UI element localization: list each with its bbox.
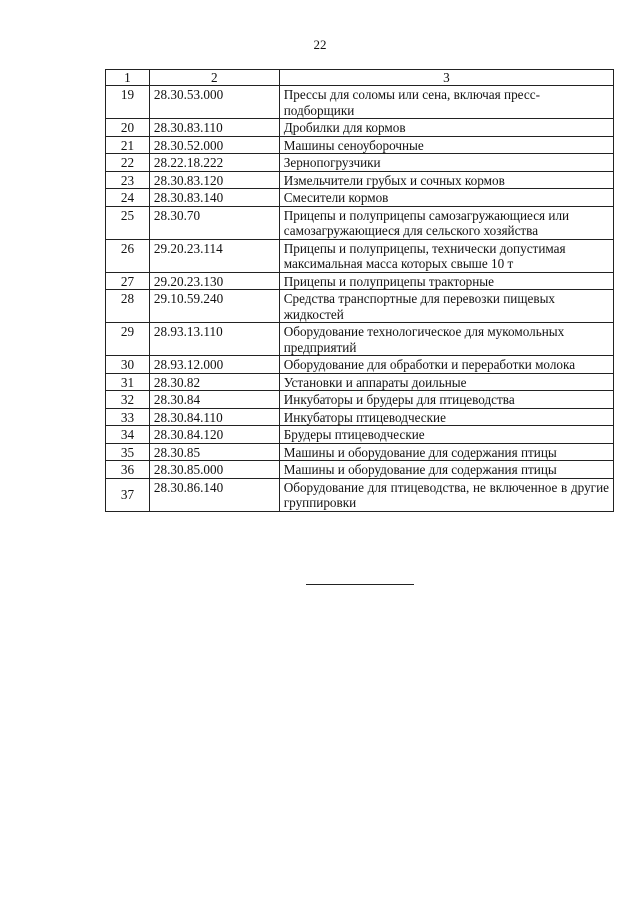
table-row bbox=[106, 239, 614, 272]
table-row bbox=[106, 461, 614, 479]
row-number: 33 bbox=[106, 408, 150, 426]
page-number: 22 bbox=[313, 37, 327, 52]
table-row bbox=[106, 426, 614, 444]
table-row bbox=[106, 154, 614, 172]
row-number: 21 bbox=[106, 136, 150, 154]
row-number: 20 bbox=[106, 119, 150, 137]
row-description: Оборудование для обработки и переработки молока bbox=[279, 356, 613, 374]
row-code: 28.30.85.000 bbox=[149, 461, 279, 479]
row-number: 27 bbox=[106, 272, 150, 290]
row-description: Измельчители грубых и сочных кормов bbox=[279, 171, 613, 189]
row-code: 28.30.86.140 bbox=[149, 478, 279, 511]
table-header-row bbox=[106, 70, 614, 86]
row-code: 28.30.83.140 bbox=[149, 189, 279, 207]
row-number: 35 bbox=[106, 443, 150, 461]
table-row bbox=[106, 86, 614, 119]
column-header-number: 1 bbox=[106, 70, 150, 86]
row-number: 19 bbox=[106, 86, 150, 119]
row-number: 25 bbox=[106, 206, 150, 239]
table-row bbox=[106, 356, 614, 374]
row-description: Прицепы и полуприцепы тракторные bbox=[279, 272, 613, 290]
row-number: 29 bbox=[106, 323, 150, 356]
row-description: Машины и оборудование для содержания птицы bbox=[279, 443, 613, 461]
table-row bbox=[106, 478, 614, 511]
table-row bbox=[106, 206, 614, 239]
row-code: 29.10.59.240 bbox=[149, 290, 279, 323]
table-row bbox=[106, 323, 614, 356]
table-row bbox=[106, 408, 614, 426]
row-number: 24 bbox=[106, 189, 150, 207]
row-description: Машины сеноуборочные bbox=[279, 136, 613, 154]
footer-divider bbox=[306, 584, 414, 585]
row-code: 28.30.70 bbox=[149, 206, 279, 239]
row-number: 31 bbox=[106, 373, 150, 391]
row-description: Смесители кормов bbox=[279, 189, 613, 207]
row-description: Прицепы и полуприцепы, технически допустимая максимальная масса которых свыше 10 т bbox=[279, 239, 613, 272]
row-description: Машины и оборудование для содержания птицы bbox=[279, 461, 613, 479]
row-code: 28.93.12.000 bbox=[149, 356, 279, 374]
row-description: Дробилки для кормов bbox=[279, 119, 613, 137]
row-description: Прессы для соломы или сена, включая пресс-подборщики bbox=[279, 86, 613, 119]
row-number: 22 bbox=[106, 154, 150, 172]
table-row bbox=[106, 373, 614, 391]
row-number: 26 bbox=[106, 239, 150, 272]
column-header-code: 2 bbox=[149, 70, 279, 86]
row-code: 28.30.85 bbox=[149, 443, 279, 461]
row-number: 30 bbox=[106, 356, 150, 374]
row-description: Прицепы и полуприцепы самозагружающиеся или самозагружающиеся для сельского хозяйства bbox=[279, 206, 613, 239]
row-code: 29.20.23.130 bbox=[149, 272, 279, 290]
row-description: Зернопогрузчики bbox=[279, 154, 613, 172]
row-number: 23 bbox=[106, 171, 150, 189]
row-description: Инкубаторы и брудеры для птицеводства bbox=[279, 391, 613, 409]
row-code: 28.30.82 bbox=[149, 373, 279, 391]
row-code: 28.93.13.110 bbox=[149, 323, 279, 356]
row-description: Брудеры птицеводческие bbox=[279, 426, 613, 444]
table-row bbox=[106, 119, 614, 137]
table-row bbox=[106, 443, 614, 461]
row-number: 28 bbox=[106, 290, 150, 323]
row-number: 36 bbox=[106, 461, 150, 479]
row-number: 32 bbox=[106, 391, 150, 409]
row-code: 28.30.84.120 bbox=[149, 426, 279, 444]
table-row bbox=[106, 272, 614, 290]
row-code: 28.30.84 bbox=[149, 391, 279, 409]
row-description: Установки и аппараты доильные bbox=[279, 373, 613, 391]
table-row bbox=[106, 171, 614, 189]
row-code: 28.22.18.222 bbox=[149, 154, 279, 172]
row-description: Оборудование для птицеводства, не включенное в другие группировки bbox=[279, 478, 613, 511]
row-description: Средства транспортные для перевозки пищевых жидкостей bbox=[279, 290, 613, 323]
table-row bbox=[106, 391, 614, 409]
table-row bbox=[106, 189, 614, 207]
row-code: 28.30.83.110 bbox=[149, 119, 279, 137]
table-row bbox=[106, 290, 614, 323]
row-description: Инкубаторы птицеводческие bbox=[279, 408, 613, 426]
row-code: 28.30.84.110 bbox=[149, 408, 279, 426]
row-number: 37 bbox=[106, 478, 150, 511]
product-code-table bbox=[105, 69, 614, 512]
row-code: 28.30.52.000 bbox=[149, 136, 279, 154]
table-row bbox=[106, 136, 614, 154]
row-code: 28.30.83.120 bbox=[149, 171, 279, 189]
row-code: 28.30.53.000 bbox=[149, 86, 279, 119]
row-code: 29.20.23.114 bbox=[149, 239, 279, 272]
row-number: 34 bbox=[106, 426, 150, 444]
column-header-description: 3 bbox=[279, 70, 613, 86]
row-description: Оборудование технологическое для мукомольных предприятий bbox=[279, 323, 613, 356]
